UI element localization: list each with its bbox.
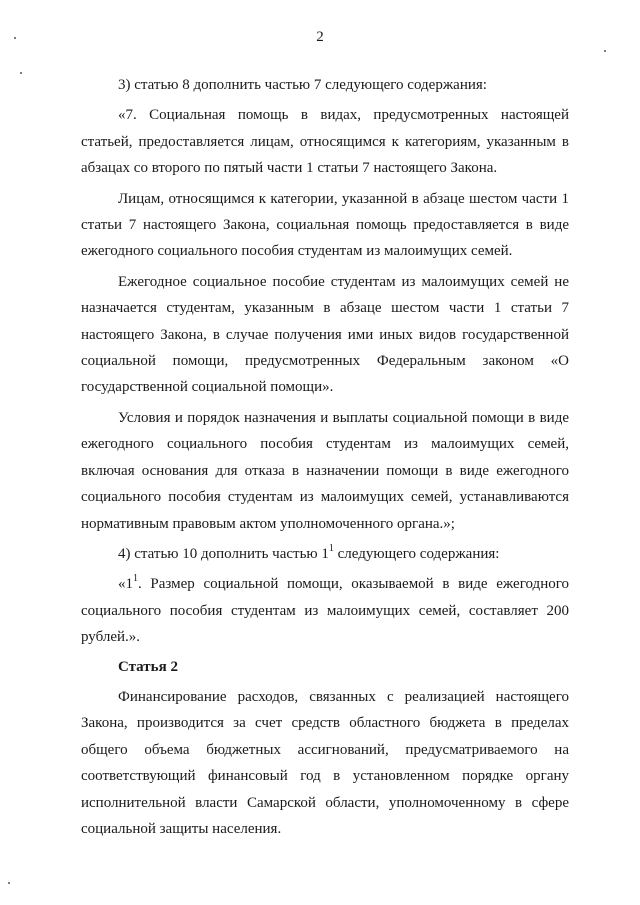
paragraph-quote-7: «7. Социальная помощь в видах, предусмотренных настоящей статьей, предоставляется лицам, относящимся к категориям, указанным в абзацах со второго по пятый части 1 статьи 7 настоящего Закона.	[81, 107, 569, 177]
article-2-heading: Статья 2	[118, 658, 178, 675]
scan-speck	[20, 72, 22, 74]
scan-speck	[604, 50, 606, 52]
item-4-superscript: 1	[328, 542, 334, 554]
quote-1-1-number: «1	[118, 576, 133, 593]
scan-speck	[8, 882, 10, 884]
paragraph-quote-1-1	[81, 571, 569, 650]
paragraph-conditions: Условия и порядок назначения и выплаты социальной помощи в виде ежегодного социального пособия студентам из малоимущих семей, включая основания для отказа в назначении помощи в виде ежегодного социального пособия студентам из малоимущих семей, устанавливаются нормативным правовым актом уполномоченного органа.»;	[81, 409, 569, 532]
paragraph-item-4	[81, 541, 569, 567]
quote-1-1-text: . Размер социальной помощи, оказываемой в виде ежегодного социального пособия студентам из малоимущих семей, составляет 200 рублей.».	[81, 576, 569, 646]
paragraph-allowance-exclusion: Ежегодное социальное пособие студентам из малоимущих семей не назначается студентам, указанным в абзаце шестом части 1 статьи 7 настоящего Закона, в случае получения ими иных видов государственной социальной помощи, предусмотренных Федеральным законом «О государственной социальной помощи».	[81, 273, 569, 396]
page-number: 2	[316, 29, 324, 45]
paragraph-item-3: 3) статью 8 дополнить частью 7 следующего содержания:	[118, 77, 487, 93]
document-body	[81, 72, 569, 842]
quote-1-1-superscript: 1	[133, 573, 138, 585]
paragraph-category-six: Лицам, относящимся к категории, указанной в абзаце шестом части 1 статьи 7 настоящего Закона, социальная помощь предоставляется в виде ежегодного социального пособия студентам из малоимущих семей.	[81, 190, 569, 260]
article-2-text: Финансирование расходов, связанных с реализацией настоящего Закона, производится за счет средств областного бюджета в пределах общего объема бюджетных ассигнований, предусматриваемого на соответствующий финансовый год в установленном порядке органу исполнительной власти Самарской области, уполномоченному в сфере социальной защиты населения.	[81, 688, 569, 837]
item-4-text: 4) статью 10 дополнить частью 1	[118, 545, 329, 562]
item-4-text-end: следующего содержания:	[333, 545, 500, 562]
